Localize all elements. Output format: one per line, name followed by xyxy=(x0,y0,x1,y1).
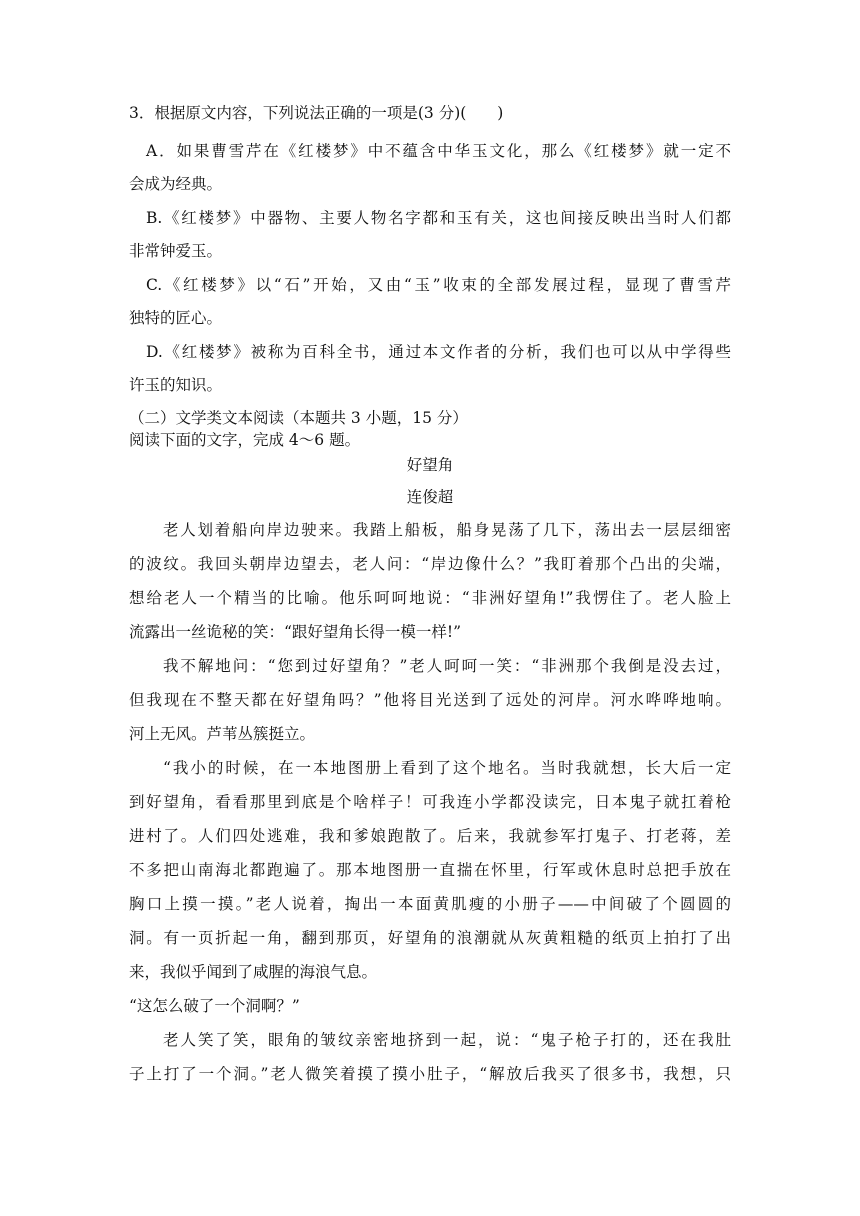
paragraph-2-line-3: 河上无风。芦苇丛簇挺立。 xyxy=(129,725,316,743)
paragraph-5-line-2: 子上打了一个洞。”老人微笑着摸了摸小肚子，“解放后我买了很多书，我想，只 xyxy=(129,1065,731,1083)
option-c-line-1: C.《红楼梦》以“石”开始，又由“玉”收束的全部发展过程，显现了曹雪芹 xyxy=(146,276,731,294)
paragraph-1-line-2: 的波纹。我回头朝岸边望去，老人问：“岸边像什么？”我盯着那个凸出的尖端， xyxy=(129,555,731,573)
option-c-line-2: 独特的匠心。 xyxy=(129,309,223,327)
option-b-line-1: B.《红楼梦》中器物、主要人物名字都和玉有关，这也间接反映出当时人们都 xyxy=(146,209,731,227)
paragraph-4-line-1: “这怎么破了一个洞啊？” xyxy=(129,997,300,1015)
section-instruction: 阅读下面的文字，完成 4～6 题。 xyxy=(129,431,361,449)
paragraph-3-line-1: “我小的时候，在一本地图册上看到了这个地名。当时我就想，长大后一定 xyxy=(163,759,731,777)
paragraph-3-line-2: 到好望角，看看那里到底是个啥样子！可我连小学都没读完，日本鬼子就扛着枪 xyxy=(129,793,731,811)
paragraph-2-line-2: 但我现在不整天都在好望角吗？”他将目光送到了远处的河岸。河水哗哗地响。 xyxy=(129,691,731,709)
paragraph-3-line-7: 来，我似乎闻到了咸腥的海浪气息。 xyxy=(129,963,378,981)
paragraph-2-line-1: 我不解地问：“您到过好望角？”老人呵呵一笑：“非洲那个我倒是没去过， xyxy=(163,657,731,675)
option-a-line-2: 会成为经典。 xyxy=(129,175,223,193)
question-stem: 3．根据原文内容，下列说法正确的一项是(3 分)( ) xyxy=(129,104,504,122)
option-d-line-1: D.《红楼梦》被称为百科全书，通过本文作者的分析，我们也可以从中学得些 xyxy=(146,343,731,361)
passage-author: 连俊超 xyxy=(406,488,454,506)
paragraph-3-line-6: 洞。有一页折起一角，翻到那页，好望角的浪潮就从灰黄粗糙的纸页上拍打了出 xyxy=(129,929,731,947)
option-d-line-2: 许玉的知识。 xyxy=(129,376,223,394)
section-heading: （二）文学类文本阅读（本题共 3 小题，15 分） xyxy=(129,409,468,427)
option-b-line-2: 非常钟爱玉。 xyxy=(129,242,223,260)
paragraph-5-line-1: 老人笑了笑，眼角的皱纹亲密地挤到一起，说：“鬼子枪子打的，还在我肚 xyxy=(163,1031,731,1049)
paragraph-3-line-3: 进村了。人们四处逃难，我和爹娘跑散了。后来，我就参军打鬼子、打老蒋，差 xyxy=(129,827,731,845)
paragraph-3-line-4: 不多把山南海北都跑遍了。那本地图册一直揣在怀里，行军或休息时总把手放在 xyxy=(129,861,731,879)
passage-title: 好望角 xyxy=(406,456,454,474)
paragraph-3-line-5: 胸口上摸一摸。”老人说着，掏出一本面黄肌瘦的小册子——中间破了个圆圆的 xyxy=(129,895,731,913)
paragraph-1-line-3: 想给老人一个精当的比喻。他乐呵呵地说：“非洲好望角!”我愣住了。老人脸上 xyxy=(129,589,731,607)
paragraph-1-line-4: 流露出一丝诡秘的笑：“跟好望角长得一模一样!” xyxy=(129,623,462,641)
option-a-line-1: A．如果曹雪芹在《红楼梦》中不蕴含中华玉文化，那么《红楼梦》就一定不 xyxy=(146,142,731,160)
paragraph-1-line-1: 老人划着船向岸边驶来。我踏上船板，船身晃荡了几下，荡出去一层层细密 xyxy=(163,521,731,539)
